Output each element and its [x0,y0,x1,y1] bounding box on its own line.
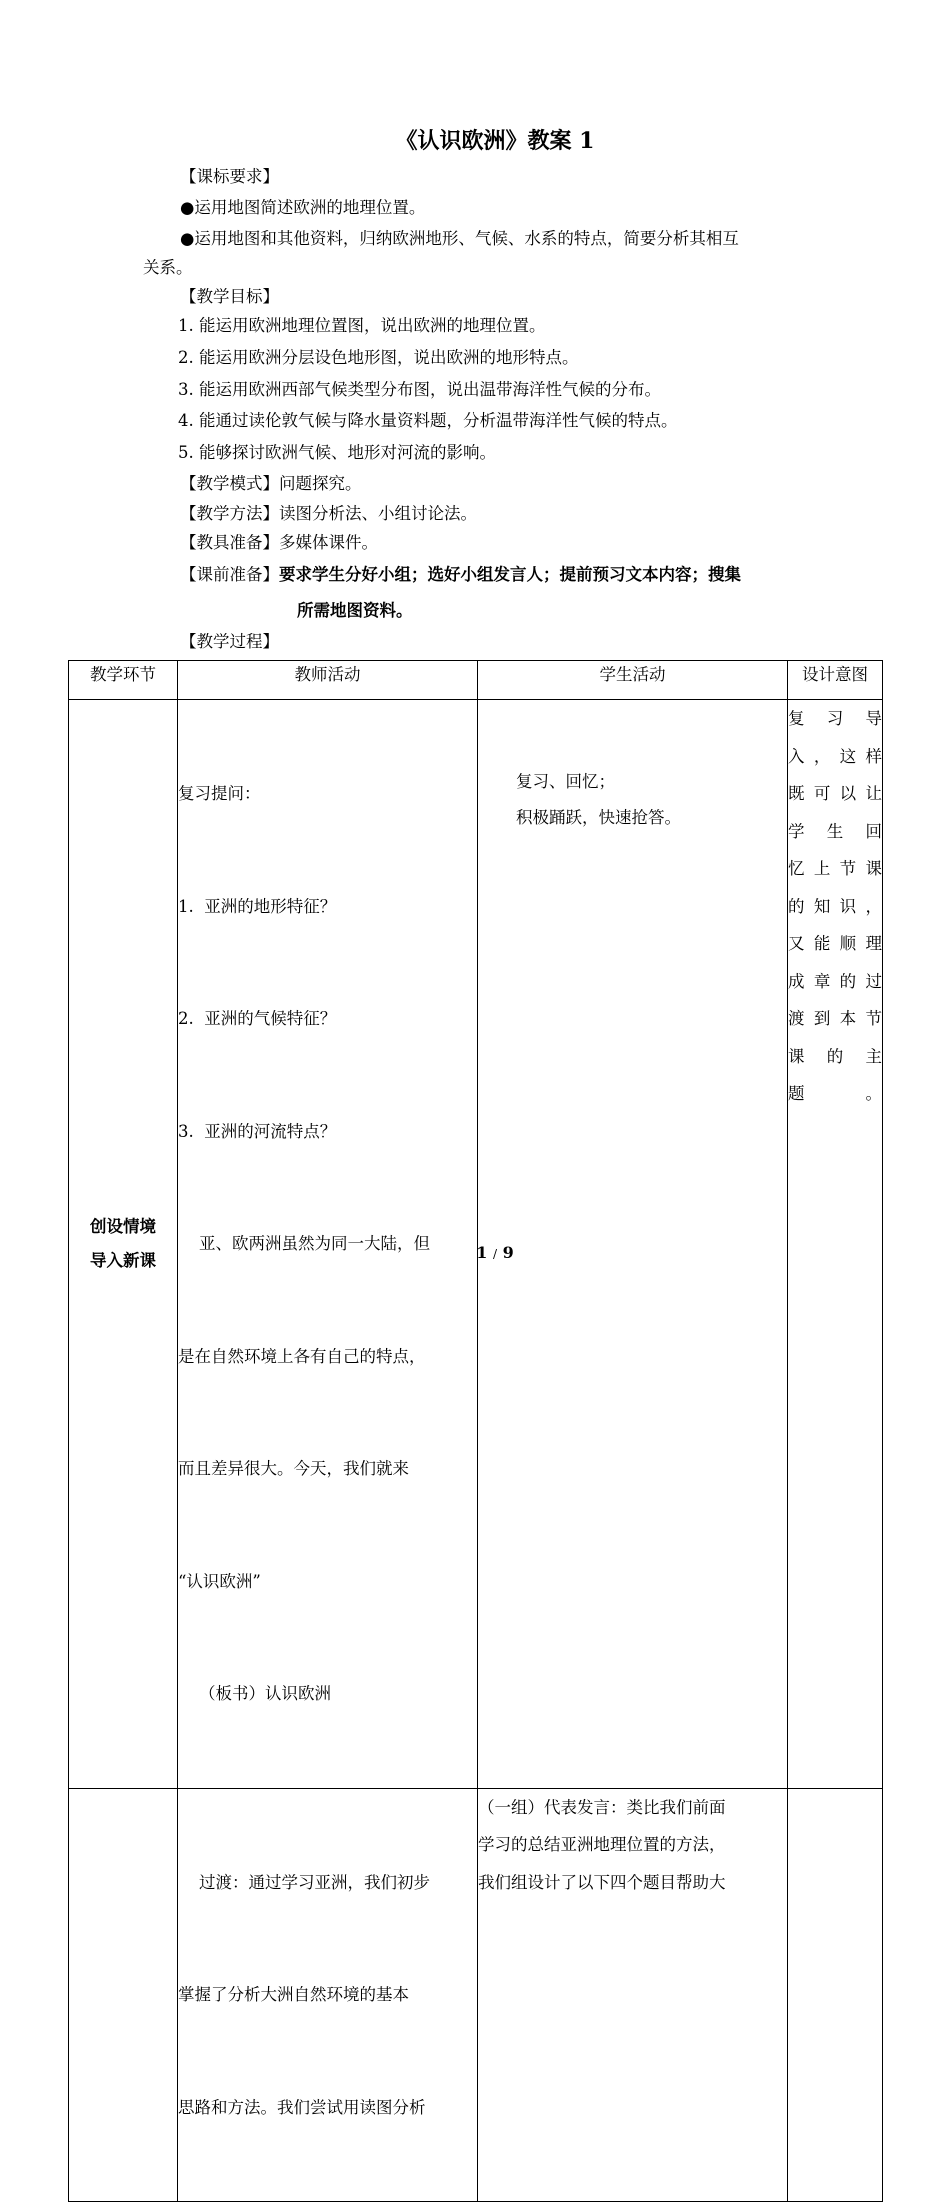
intent-line: 复习导 [788,709,882,728]
intent-line: 的知识， [788,896,882,916]
class-prep-label: 【课前准备】 [180,565,279,584]
intent-line: 忆上节课 [788,859,882,878]
intent-line: 课的主 [788,1046,882,1066]
intent-line: 题。 [788,1084,882,1103]
teacher-line: 是在自然环境上各有自己的特点， [178,1346,426,1366]
stage-line-2: 导入新课 [90,1250,156,1270]
teaching-method: 【教学方法】读图分析法、小组讨论法。 [180,504,477,523]
intent-line: 渡到本节 [788,1009,882,1028]
header-teacher-activity: 教师活动 [178,661,478,700]
teacher-line: 掌握了分析大洲自然环境的基本 [178,1985,409,2004]
stage-line-1: 创设情境 [90,1216,156,1236]
page-number [0,1243,950,1262]
teacher-line: （板书）认识欧洲 [178,1684,331,1703]
class-prep [180,563,741,587]
table-header-row [69,661,883,700]
teaching-tools: 【教具准备】多媒体课件。 [180,533,378,552]
teaching-mode: 【教学模式】问题探究。 [180,474,362,493]
student-line: 复习、回忆； [516,772,615,791]
student-activity-cell [478,1788,788,2202]
teacher-line: 3. 亚洲的河流特点？ [178,1121,337,1141]
class-prep-line-2: 所需地图资料。 [297,601,413,620]
header-stage: 教学环节 [69,661,178,700]
curriculum-heading: 【课标要求】 [180,167,279,186]
intent-line: 既可以让 [788,784,882,803]
design-intent-cell-empty [788,1788,883,2202]
page-separator: / [492,1247,498,1261]
intent-line: 成章的过 [788,971,882,991]
student-line: （一组）代表发言：类比我们前面 [478,1797,726,1817]
total-pages: 9 [502,1243,514,1262]
class-prep-line-1: 要求学生分好小组；选好小组发言人；提前预习文本内容；搜集 [279,565,741,584]
table-row [69,1788,883,2202]
teacher-line: 过渡：通过学习亚洲，我们初步 [178,1872,430,1892]
objective-item-4: 4. 能通过读伦敦气候与降水量资料题，分析温带海洋性气候的特点。 [178,411,678,430]
objective-item-2: 2. 能运用欧洲分层设色地形图，说出欧洲的地形特点。 [178,348,579,367]
curriculum-item-2-line-1: ●运用地图和其他资料，归纳欧洲地形、气候、水系的特点，简要分析其相互 [180,229,739,248]
intent-line: 又能顺理 [788,934,882,953]
objective-item-5: 5. 能够探讨欧洲气候、地形对河流的影响。 [178,443,496,462]
curriculum-item-1: ●运用地图简述欧洲的地理位置。 [180,198,426,217]
teacher-line: 复习提问： [178,784,261,803]
objectives-heading: 【教学目标】 [180,287,279,306]
process-heading: 【教学过程】 [180,632,279,651]
teaching-process-table [68,660,883,2202]
curriculum-item-2-line-2: 关系。 [143,258,193,277]
intent-line: 入，这样 [788,746,882,766]
teacher-line: 2. 亚洲的气候特征？ [178,1009,337,1028]
stage-cell-empty [69,1788,178,2202]
current-page: 1 [476,1243,488,1262]
student-line: 积极踊跃，快速抢答。 [516,808,681,827]
header-design-intent: 设计意图 [788,661,883,700]
teacher-line: “认识欧洲” [178,1571,261,1591]
document-title: 《认识欧洲》教案 1 [395,128,595,154]
teacher-activity-cell [178,1788,478,2202]
objective-item-1: 1. 能运用欧洲地理位置图，说出欧洲的地理位置。 [178,316,546,335]
header-student-activity: 学生活动 [478,661,788,700]
teacher-line: 亚、欧两洲虽然为同一大陆，但 [178,1234,430,1253]
student-line: 我们组设计了以下四个题目帮助大 [478,1872,726,1892]
student-line: 学习的总结亚洲地理位置的方法， [478,1835,726,1854]
teacher-line: 思路和方法。我们尝试用读图分析 [178,2097,426,2117]
teacher-line: 1. 亚洲的地形特征？ [178,896,337,916]
teacher-line: 而且差异很大。今天，我们就来 [178,1459,409,1478]
intent-line: 学生回 [788,821,882,841]
objective-item-3: 3. 能运用欧洲西部气候类型分布图，说出温带海洋性气候的分布。 [178,380,661,399]
